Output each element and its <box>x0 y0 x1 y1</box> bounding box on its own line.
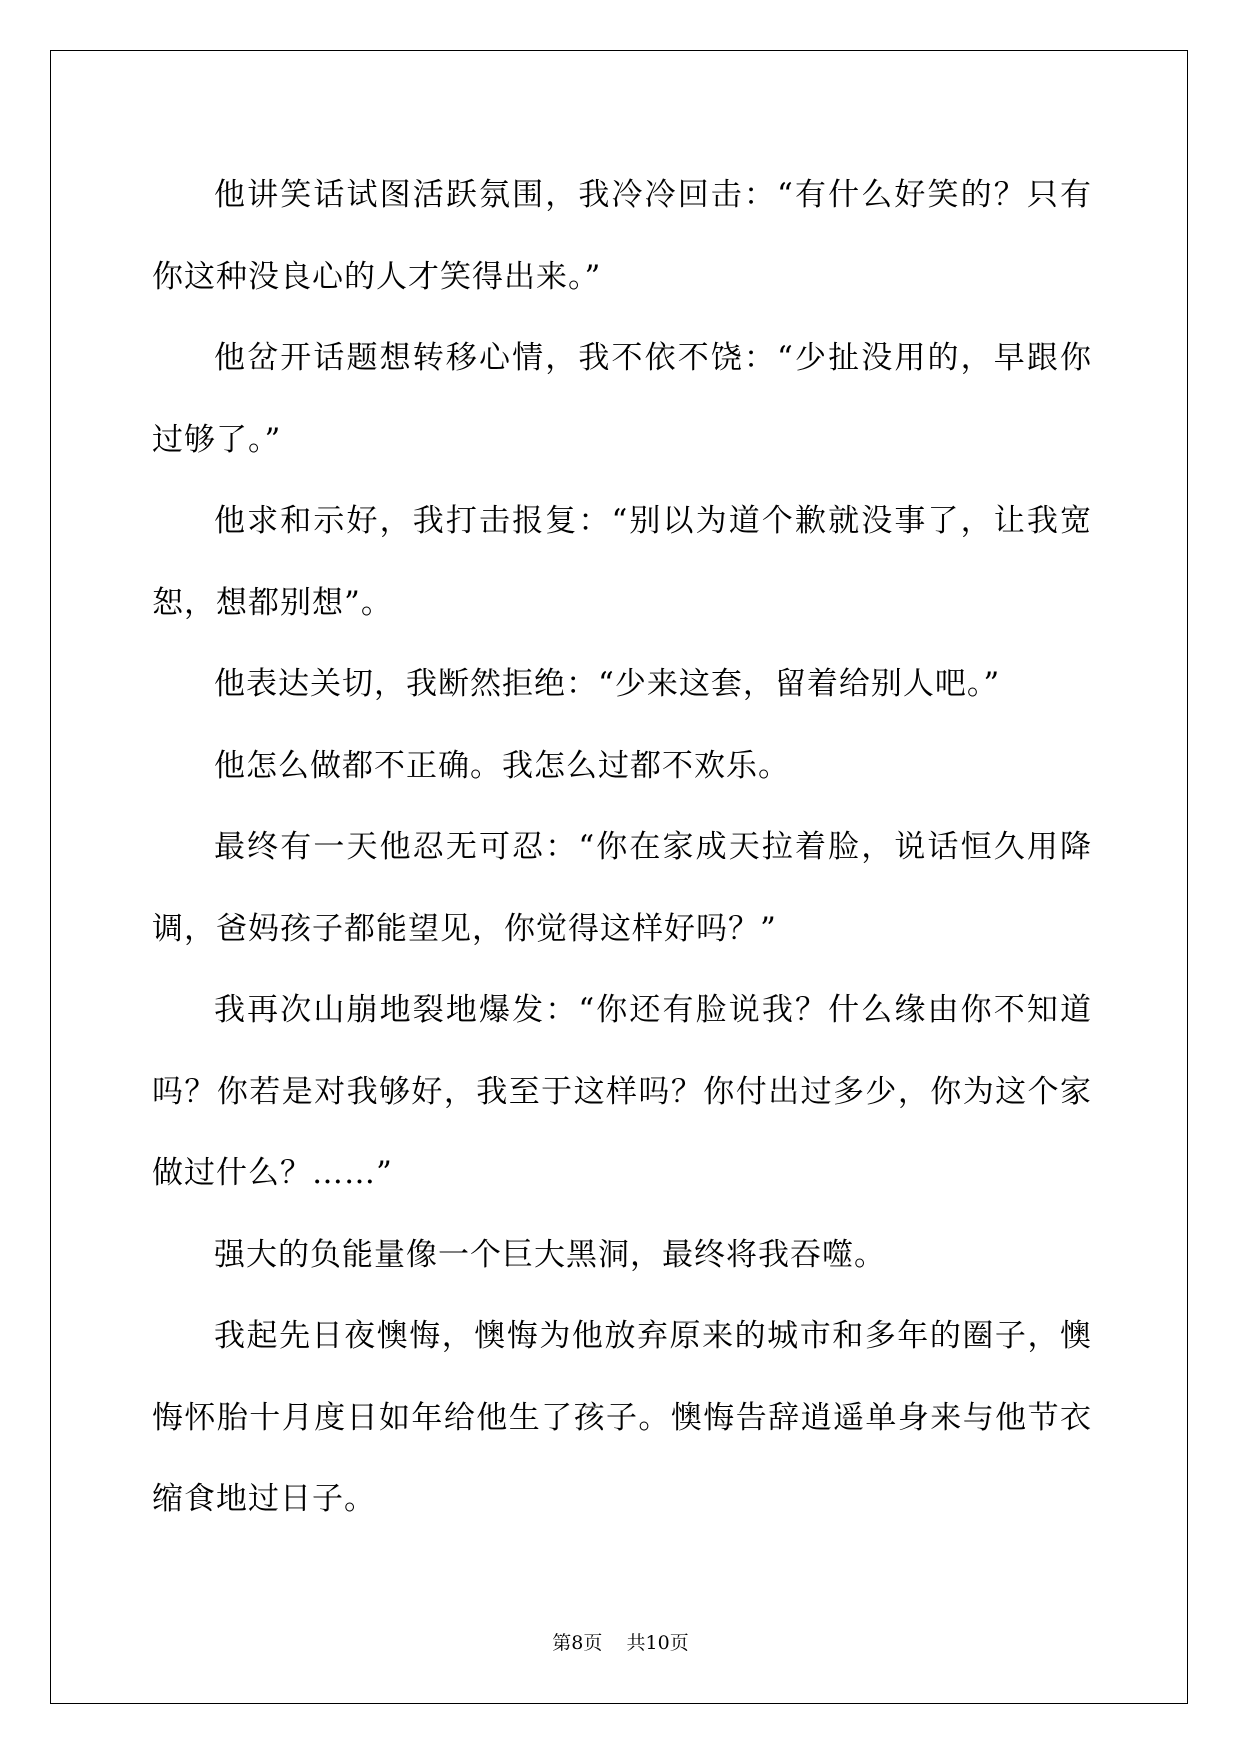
paragraph: 他岔开话题想转移心情，我不依不饶：“少扯没用的，早跟你过够了。” <box>152 340 1092 458</box>
paragraph: 强大的负能量像一个巨大黑洞，最终将我吞噬。 <box>214 1236 886 1273</box>
paragraph: 他讲笑话试图活跃氛围，我冷冷回击：“有什么好笑的？只有你这种没良心的人才笑得出来。” <box>152 177 1092 295</box>
paragraph: 他求和示好，我打击报复：“别以为道个歉就没事了，让我宽恕，想都别想”。 <box>152 503 1092 621</box>
page-number: 第8页 <box>552 1632 603 1654</box>
page-total: 共10页 <box>626 1632 689 1654</box>
paragraph: 最终有一天他忍无可忍：“你在家成天拉着脸，说话恒久用降调，爸妈孩子都能望见，你觉得这样好吗？” <box>152 829 1092 947</box>
paragraph: 他表达关切，我断然拒绝：“少来这套，留着给别人吧。” <box>214 666 1001 702</box>
page-footer <box>0 1628 1241 1655</box>
paragraph: 我再次山崩地裂地爆发：“你还有脸说我？什么缘由你不知道吗？你若是对我够好，我至于这样吗？你付出过多少，你为这个家做过什么？……” <box>152 992 1092 1191</box>
document-body <box>152 155 1092 1541</box>
paragraph: 他怎么做都不正确。我怎么过都不欢乐。 <box>214 747 790 784</box>
paragraph: 我起先日夜懊悔，懊悔为他放弃原来的城市和多年的圈子，懊悔怀胎十月度日如年给他生了孩子。懊悔告辞逍遥单身来与他节衣缩食地过日子。 <box>152 1318 1092 1517</box>
